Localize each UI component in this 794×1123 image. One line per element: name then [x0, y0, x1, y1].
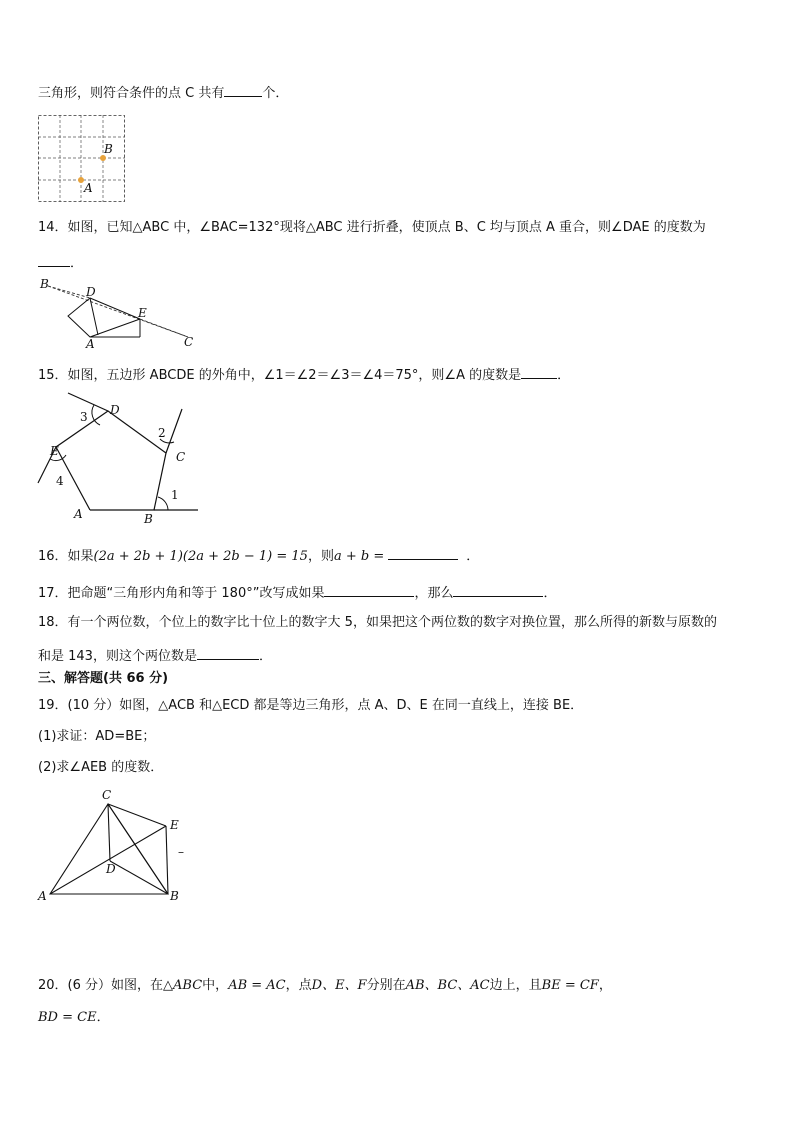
fold-triangle-figure [38, 277, 198, 351]
q18-line1: 18．有一个两位数，个位上的数字比十位上的数字大 5，如果把这个两位数的数字对换位置，那么所得的新数与原数的 [38, 615, 717, 630]
fig19-label-e: E [170, 818, 179, 832]
q15-line [38, 364, 570, 385]
q20-eq3: BD = CE [38, 1010, 97, 1025]
q20-line1 [38, 977, 612, 995]
q20-sides: AB、BC、AC [405, 978, 490, 993]
q14-line2 [38, 252, 83, 273]
q20-eq2: BE = CF [541, 978, 599, 993]
fig19-label-a: A [38, 889, 47, 903]
q20-prefix: 20．(6 分）如图，在 [38, 978, 164, 993]
q15-blank [521, 364, 557, 379]
q20-mid4: 边上，且 [489, 978, 542, 993]
q17-blank1 [324, 582, 414, 597]
fig15-angle-2: 2 [158, 426, 166, 440]
fig14-label-e: E [138, 306, 147, 320]
q16-line [38, 545, 479, 566]
fig14-label-c: C [184, 335, 194, 349]
fig15-label-a: A [74, 507, 83, 521]
fig19-label-c: C [102, 788, 112, 802]
fig19-label-d: D [106, 862, 116, 876]
q20-tri: △ABC [163, 978, 203, 993]
q20-mid2: ，点 [285, 978, 312, 993]
fig19-mark: – [178, 845, 184, 859]
q17-blank2 [453, 582, 543, 597]
q16-mid: ，则 [307, 549, 334, 564]
q18-blank [197, 645, 259, 660]
q14-blank [38, 252, 70, 267]
fig15-label-e: E [50, 444, 59, 458]
q15-after: ． [557, 368, 571, 383]
q16-expr: (2a + 2b + 1)(2a + 2b − 1) = 15 [93, 549, 308, 564]
fig19-label-b: B [170, 889, 179, 903]
pentagon-figure [36, 395, 206, 527]
q16-expr2: a + b = [333, 549, 385, 564]
q19-line1: 19．(10 分）如图，△ACB 和△ECD 都是等边三角形，点 A、D、E 在同一直线上，连接 BE． [38, 698, 584, 713]
fig14-label-d: D [86, 285, 96, 299]
q16-blank [388, 545, 458, 560]
fig15-angle-1: 1 [171, 488, 179, 502]
q18-after: ． [258, 649, 272, 664]
q17-mid: ，那么 [414, 586, 454, 601]
q20-pts: D、E、F [311, 978, 367, 993]
q20-end: ， [598, 978, 612, 993]
q20-eq1: AB = AC [228, 978, 286, 993]
q13-blank [224, 82, 262, 97]
section-heading: 三、解答题(共 66 分) [38, 671, 169, 686]
fig15-label-c: C [176, 450, 186, 464]
q13-line [38, 82, 288, 103]
q13-text: 三角形，则符合条件的点 C 共有 [38, 86, 225, 101]
q20-mid: 中， [202, 978, 229, 993]
grid-figure [38, 115, 126, 203]
q17-after: ． [543, 586, 557, 601]
fig14-label-a: A [86, 337, 95, 351]
q14-after: ． [70, 256, 84, 271]
q19-part2: (2)求∠AEB 的度数． [38, 760, 164, 775]
grid-label-b: B [104, 142, 113, 156]
fig14-label-b: B [40, 277, 49, 291]
q15-text: 15．如图，五边形 ABCDE 的外角中，∠1＝∠2＝∠3＝∠4＝75°，则∠A 的度数是 [38, 368, 522, 383]
fig15-label-b: B [144, 512, 153, 526]
fig15-label-d: D [110, 403, 120, 417]
fig15-angle-4: 4 [56, 474, 64, 488]
q17-line [38, 582, 557, 603]
equilateral-triangles-figure [36, 786, 196, 906]
q13-after: 个． [262, 86, 289, 101]
q16-after: ． [466, 549, 480, 564]
q20-line2 [38, 1009, 110, 1027]
fig15-angle-3: 3 [80, 410, 88, 424]
q16-prefix: 16．如果 [38, 549, 94, 564]
q20-mid3: 分别在 [366, 978, 406, 993]
q17-text: 17．把命题“三角形内角和等于 180°”改写成如果 [38, 586, 325, 601]
q19-part1: (1)求证：AD=BE； [38, 729, 156, 744]
q18-line2 [38, 645, 272, 666]
q20-line2-end: ． [96, 1010, 110, 1025]
q14-line1: 14．如图，已知△ABC 中，∠BAC=132°现将△ABC 进行折叠，使顶点 B、C 均与顶点 A 重合，则∠DAE 的度数为 [38, 220, 706, 235]
grid-label-a: A [84, 181, 93, 195]
q18-line2-text: 和是 143，则这个两位数是 [38, 649, 197, 664]
